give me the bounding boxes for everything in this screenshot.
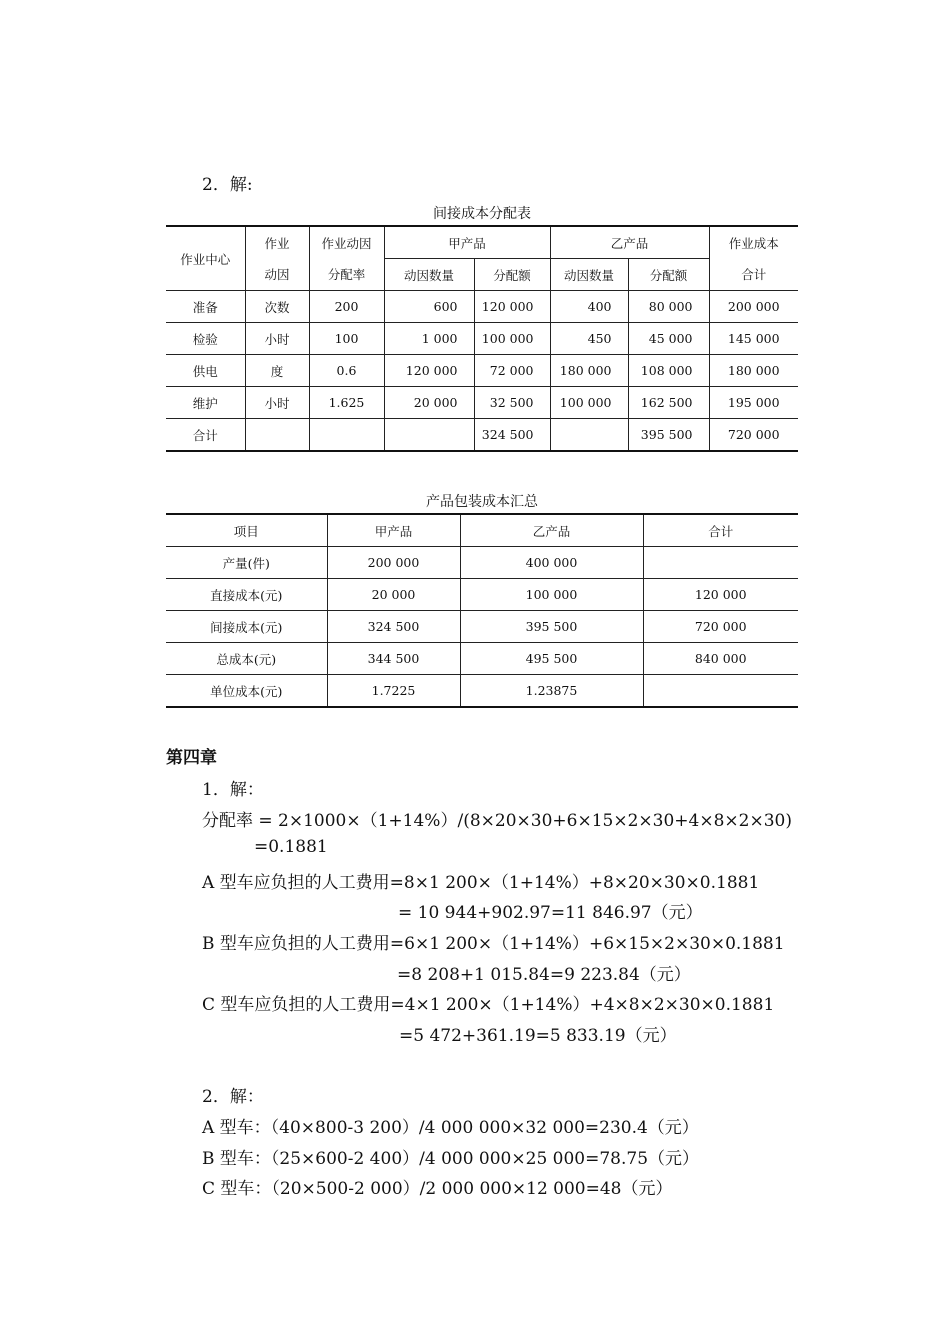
- cell: 400: [550, 291, 628, 323]
- cell: 840 000: [643, 643, 798, 675]
- header-driver-2: 动因: [245, 259, 309, 291]
- cell: 0.6: [309, 355, 384, 387]
- chapter-title: 第四章: [166, 748, 217, 768]
- table-row: [166, 675, 798, 708]
- section-heading: 2．解:: [202, 175, 253, 195]
- table-row: [166, 291, 798, 323]
- table2-caption: 产品包装成本汇总: [426, 494, 538, 510]
- cell: 准备: [166, 291, 245, 323]
- header-amt-b: 分配额: [628, 259, 709, 291]
- cell: 180 000: [709, 355, 798, 387]
- formula-line: A 型车应负担的人工费用=8×1 200×（1+14%）+8×20×30×0.1881: [202, 873, 760, 893]
- cell: 80 000: [628, 291, 709, 323]
- cell: 1 000: [384, 323, 474, 355]
- header-item: 项目: [166, 514, 327, 547]
- cell: 100: [309, 323, 384, 355]
- cell: 1.625: [309, 387, 384, 419]
- cell: 600: [384, 291, 474, 323]
- cell: 间接成本(元): [166, 611, 327, 643]
- formula-line: C 型车：（20×500-2 000）/2 000 000×12 000=48（元）: [202, 1179, 673, 1199]
- cell: 总成本(元): [166, 643, 327, 675]
- q2-heading: 2．解：: [202, 1087, 264, 1107]
- header-qty-a: 动因数量: [384, 259, 474, 291]
- header-product-a: 甲产品: [384, 226, 550, 259]
- cell: 200 000: [327, 547, 460, 579]
- cell: 产量(件): [166, 547, 327, 579]
- cell: 32 500: [474, 387, 550, 419]
- cell: 维护: [166, 387, 245, 419]
- header-product-b: 乙产品: [460, 514, 643, 547]
- table-row: [166, 323, 798, 355]
- cell: 45 000: [628, 323, 709, 355]
- cell: 145 000: [709, 323, 798, 355]
- header-total: 作业成本: [709, 226, 798, 259]
- cell: 324 500: [474, 419, 550, 452]
- cell: 单位成本(元): [166, 675, 327, 708]
- cell: 200 000: [709, 291, 798, 323]
- cell: 1.23875: [460, 675, 643, 708]
- cell: 合计: [166, 419, 245, 452]
- header-total-2: 合计: [709, 259, 798, 291]
- header-center: 作业中心: [166, 226, 245, 291]
- cell: 直接成本(元): [166, 579, 327, 611]
- cell: 72 000: [474, 355, 550, 387]
- cell: 120 000: [643, 579, 798, 611]
- table-row: [166, 643, 798, 675]
- header-driver: 作业: [245, 226, 309, 259]
- q1-heading: 1．解：: [202, 780, 264, 800]
- header-amt-a: 分配额: [474, 259, 550, 291]
- header-qty-b: 动因数量: [550, 259, 628, 291]
- header-product-a: 甲产品: [327, 514, 460, 547]
- header-rate: 作业动因: [309, 226, 384, 259]
- formula-line: 分配率 = 2×1000×（1+14%）/(8×20×30+6×15×2×30+4×8×2×30): [202, 811, 792, 831]
- cell: 度: [245, 355, 309, 387]
- cell: 162 500: [628, 387, 709, 419]
- cell: 180 000: [550, 355, 628, 387]
- cell: 450: [550, 323, 628, 355]
- cell: 检验: [166, 323, 245, 355]
- cell: [384, 419, 474, 452]
- cell: [643, 675, 798, 708]
- cell: 20 000: [384, 387, 474, 419]
- formula-line: =5 472+361.19=5 833.19（元）: [399, 1026, 677, 1046]
- formula-line: =0.1881: [254, 837, 328, 857]
- cell: 720 000: [709, 419, 798, 452]
- table-row-total: [166, 419, 798, 452]
- cell: 120 000: [474, 291, 550, 323]
- cell: 次数: [245, 291, 309, 323]
- cell: 供电: [166, 355, 245, 387]
- cell: 495 500: [460, 643, 643, 675]
- formula-line: B 型车应负担的人工费用=6×1 200×（1+14%）+6×15×2×30×0.1881: [202, 934, 785, 954]
- table-row: [166, 579, 798, 611]
- formula-line: A 型车：（40×800-3 200）/4 000 000×32 000=230.4（元）: [202, 1118, 699, 1138]
- cell: [309, 419, 384, 452]
- table-row: [166, 355, 798, 387]
- cell: 195 000: [709, 387, 798, 419]
- cell: [643, 547, 798, 579]
- cell: 344 500: [327, 643, 460, 675]
- table-row: [166, 611, 798, 643]
- cell: 1.7225: [327, 675, 460, 708]
- cell: 20 000: [327, 579, 460, 611]
- cell: 395 500: [628, 419, 709, 452]
- formula-line: =8 208+1 015.84=9 223.84（元）: [397, 965, 691, 985]
- cell: 720 000: [643, 611, 798, 643]
- cell: [550, 419, 628, 452]
- header-product-b: 乙产品: [550, 226, 709, 259]
- cell: 100 000: [474, 323, 550, 355]
- cell: 小时: [245, 387, 309, 419]
- formula-line: = 10 944+902.97=11 846.97（元）: [398, 903, 703, 923]
- cell: [245, 419, 309, 452]
- table1-caption: 间接成本分配表: [433, 206, 531, 222]
- indirect-cost-allocation-table: [166, 225, 798, 452]
- cell: 120 000: [384, 355, 474, 387]
- table-row: [166, 387, 798, 419]
- cell: 324 500: [327, 611, 460, 643]
- formula-line: C 型车应负担的人工费用=4×1 200×（1+14%）+4×8×2×30×0.1881: [202, 995, 775, 1015]
- cell: 200: [309, 291, 384, 323]
- formula-line: B 型车：（25×600-2 400）/4 000 000×25 000=78.75（元）: [202, 1149, 700, 1169]
- cell: 108 000: [628, 355, 709, 387]
- cell: 100 000: [460, 579, 643, 611]
- cell: 100 000: [550, 387, 628, 419]
- table-row: [166, 547, 798, 579]
- packaging-cost-summary-table: [166, 513, 798, 708]
- cell: 395 500: [460, 611, 643, 643]
- cell: 小时: [245, 323, 309, 355]
- header-total: 合计: [643, 514, 798, 547]
- cell: 400 000: [460, 547, 643, 579]
- header-rate-2: 分配率: [309, 259, 384, 291]
